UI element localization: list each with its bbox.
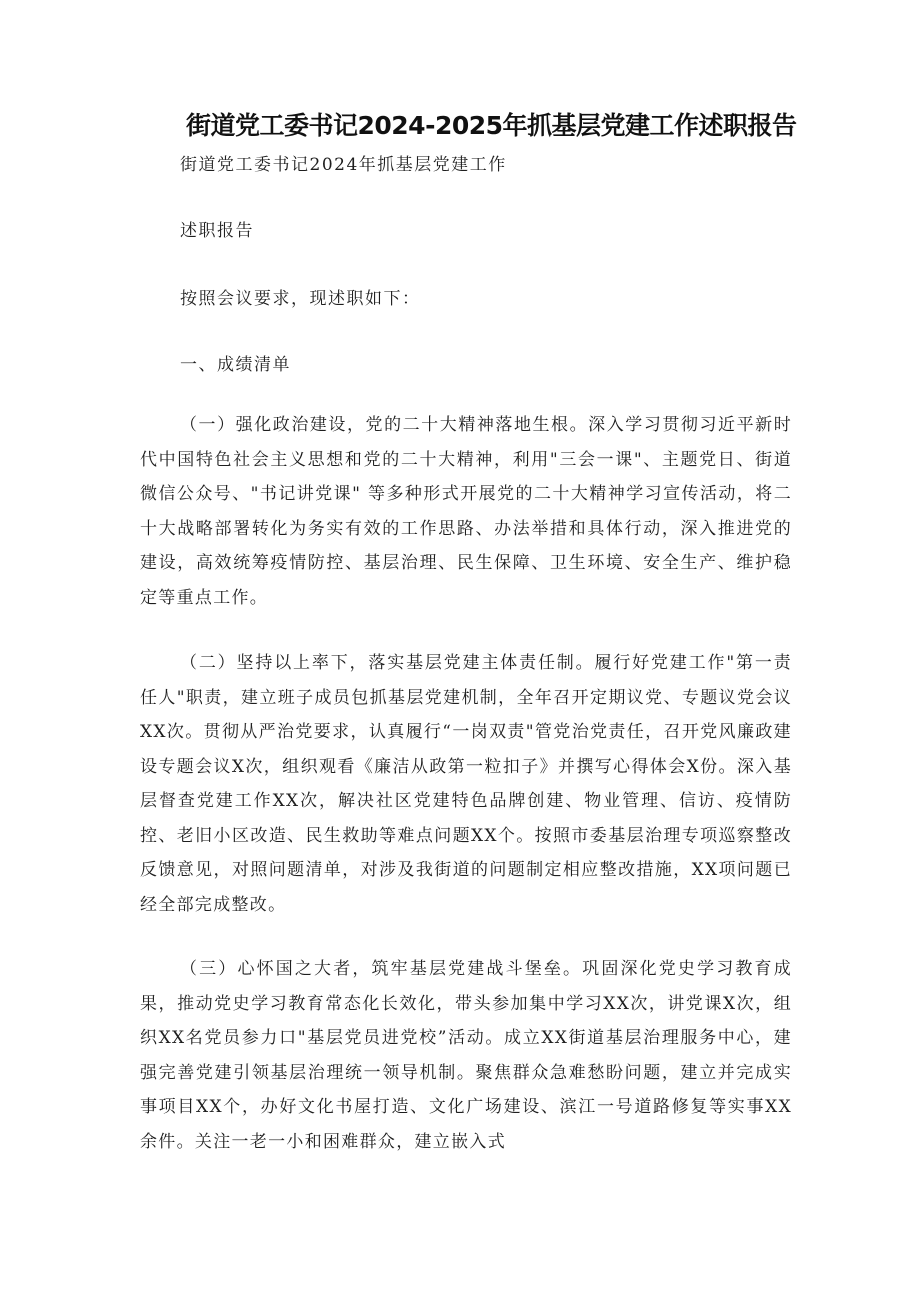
paragraph: （二）坚持以上率下，落实基层党建主体责任制。履行好党建工作"第一责任人"职责，建立班子成员包抓基层党建机制，全年召开定期议党、专题议党会议XX次。贯彻从严治党要求，认真履行“一岗双责"管党治党责任，召开党风廉政建设专题会议X次，组织观看《廉洁从政第一粒扣子》并撰写心得体会X份。深入基层督查党建工作XX次，解决社区党建特色品牌创建、物业管理、信访、疫情防控、老旧小区改造、民生救助等难点问题XX个。按照市委基层治理专项巡察整改反馈意见，对照问题清单，对涉及我街道的问题制定相应整改措施，XX项问题已经全部完成整改。 bbox=[140, 653, 792, 915]
section-heading: 一、成绩清单 bbox=[180, 355, 291, 375]
intro-text: 按照会议要求，现述职如下： bbox=[180, 289, 421, 309]
paragraph: （三）心怀国之大者，筑牢基层党建战斗堡垒。巩固深化党史学习教育成果，推动党史学习教育常态化长效化，带头参加集中学习XX次，讲党课X次，组织XX名党员参力口"基层党员进党校”活动。成立XX街道基层治理服务中心，建强完善党建引领基层治理统一领导机制。聚焦群众急难愁盼问题，建立并完成实事项目XX个，办好文化书屋打造、文化广场建设、滨江一号道路修复等实事XX余件。关注一老一小和困难群众，建立嵌入式 bbox=[140, 959, 792, 1152]
report-label: 述职报告 bbox=[180, 221, 254, 241]
document-subtitle: 街道党工委书记2024年抓基层党建工作 bbox=[180, 155, 507, 175]
document-title: 街道党工委书记2024-2025年抓基层党建工作述职报告 bbox=[186, 111, 797, 140]
paragraph: （一）强化政治建设，党的二十大精神落地生根。深入学习贯彻习近平新时代中国特色社会主义思想和党的二十大精神，利用"三会一课"、主题党日、街道微信公众号、"书记讲党课" 等多种形式开展党的二十大精神学习宣传活动，将二十大战略部署转化为务实有效的工作思路、办法举措和具体行动，深入推进党的建设，高效统筹疫情防控、基层治理、民生保障、卫生环境、安全生产、维护稳定等重点工作。 bbox=[140, 415, 792, 608]
